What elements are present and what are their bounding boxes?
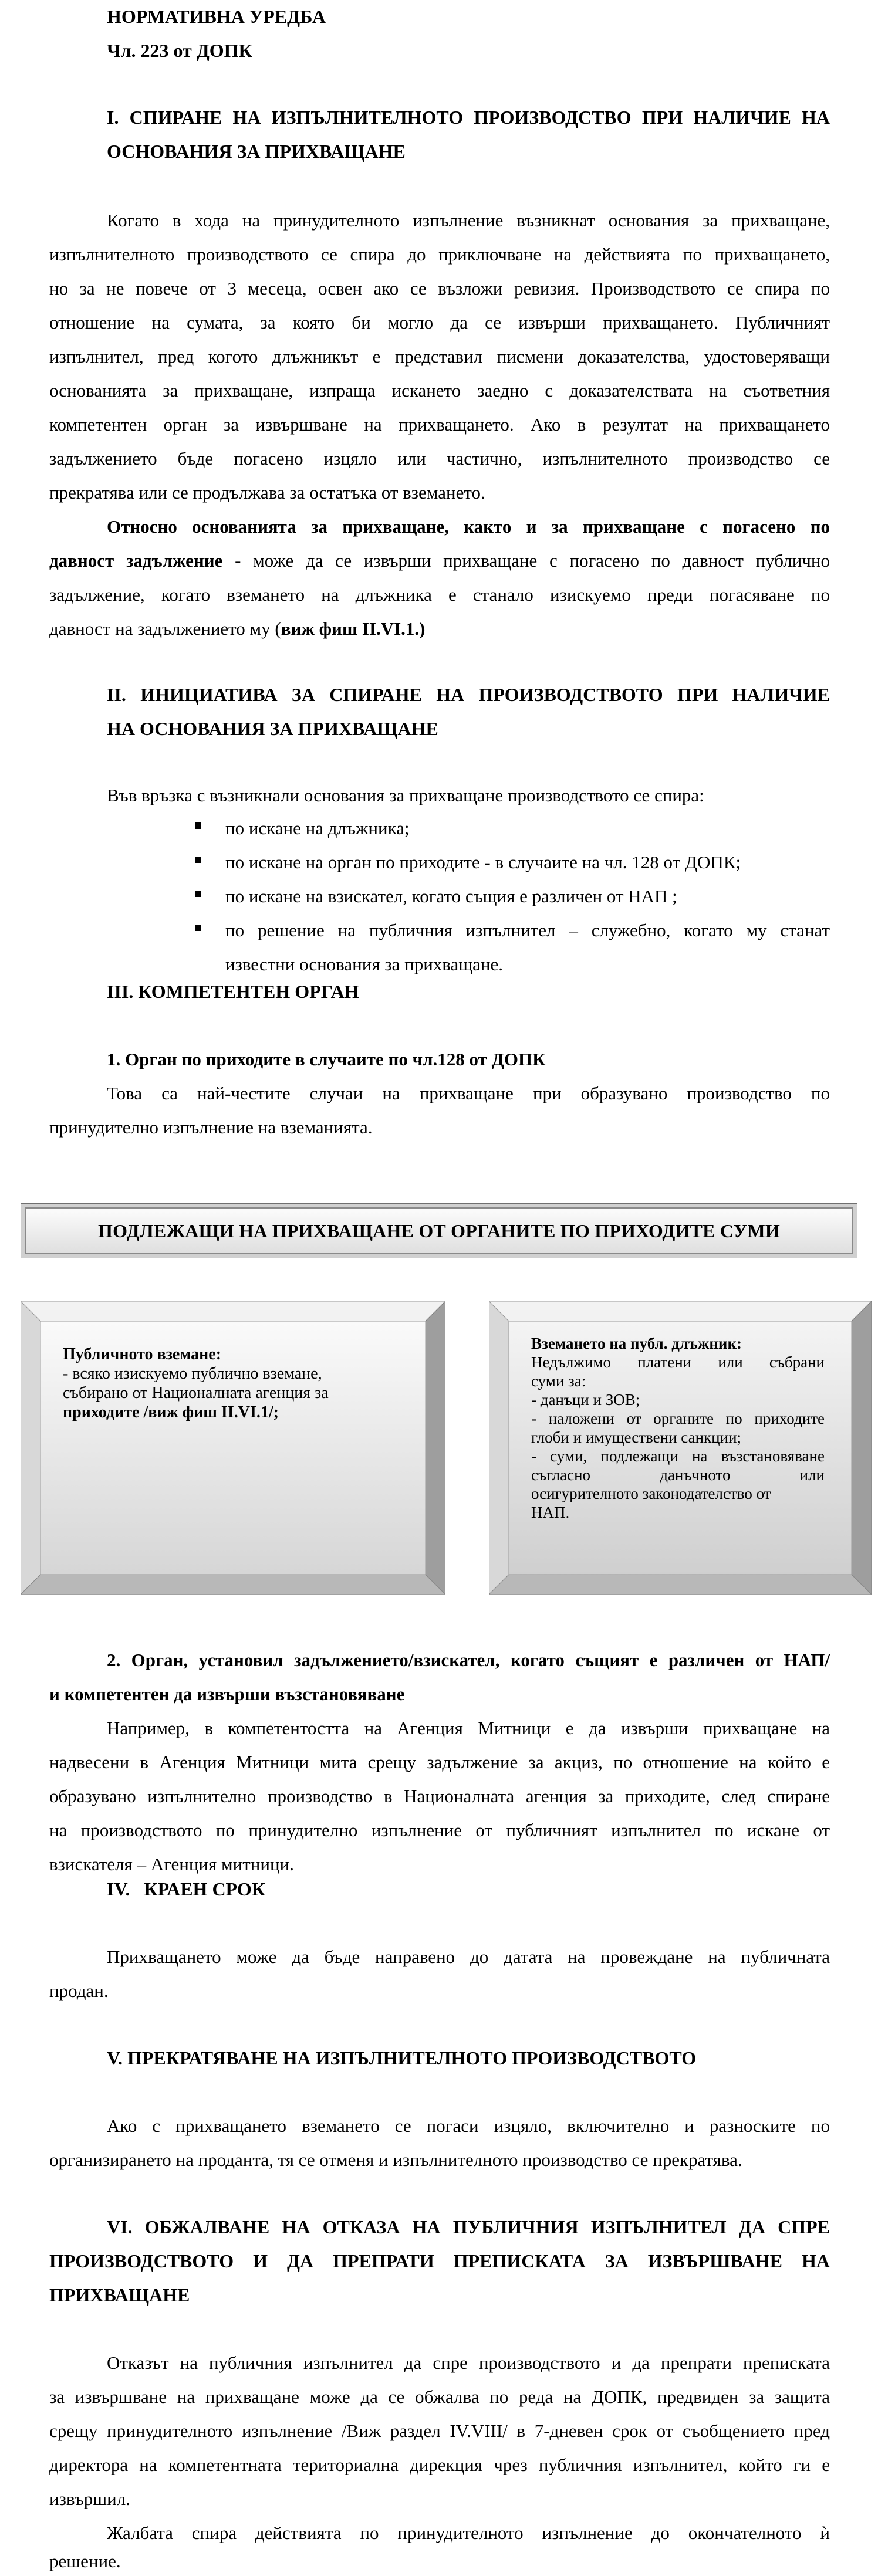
paragraph-line: за извършване на прихващане може да се обжалва по реда на ДОПК, предвиден за защита xyxy=(49,2387,830,2407)
subsection-2-heading-line-1: 2. Орган, установил задължението/взискател, когато същият е различен от НАП/ xyxy=(107,1650,830,1670)
section-1-heading-line-2: ОСНОВАНИЯ ЗА ПРИХВАЩАНЕ xyxy=(107,141,406,162)
paragraph-line: основанията за прихващане, изпраща искането заедно с доказателствата на съответния xyxy=(49,380,830,401)
box-title: Вземането на публ. длъжник: xyxy=(531,1335,742,1352)
bullet-icon xyxy=(195,857,201,863)
box-line: - суми, подлежащи на възстановяване xyxy=(531,1447,825,1465)
box-line: - данъци и ЗОВ; xyxy=(531,1391,640,1409)
paragraph-line: Например, в компетентостта на Агенция Митници е да извърши прихващане на xyxy=(107,1718,830,1738)
paragraph-line: изпълнител, пред когото длъжникът е представил писмени доказателства, удостоверяващи xyxy=(49,346,830,367)
paragraph-line: надвесени в Агенция Митници мита срещу задължение за акциз, по отношение на който е xyxy=(49,1752,830,1772)
box-line: глоби и имуществени санкции; xyxy=(531,1429,742,1446)
box-line: - всяко изискуемо публично вземане, xyxy=(63,1365,322,1383)
list-item-text: по искане на взискател, когато същия е различен от НАП ; xyxy=(225,886,677,906)
paragraph-line: задължение, когато вземането на длъжника е станало изискуемо преди погасяване по xyxy=(49,584,830,605)
article-reference: Чл. 223 от ДОПК xyxy=(107,40,252,61)
paragraph-line: задължението бъде погасено изцяло или частично, изпълнителното производство се xyxy=(49,448,830,469)
section-5-text: Ако с прихващането вземането се погаси изцяло, включително и разноските по xyxy=(107,2115,830,2136)
list-item-text: по решение на публичния изпълнител – служебно, когато му станат xyxy=(225,920,830,940)
section-2-heading-line-2: НА ОСНОВАНИЯ ЗА ПРИХВАЩАНЕ xyxy=(107,718,438,739)
box-line: осигурителното законодателство от xyxy=(531,1485,771,1502)
box-content xyxy=(531,1334,825,1522)
box-title: Публичното вземане: xyxy=(63,1345,222,1363)
text-fragment: давност на задължението му ( xyxy=(49,618,281,639)
section-4-heading: IV. КРАЕН СРОК xyxy=(107,1878,265,1900)
section-6-heading-line-2: ПРОИЗВОДСТВОТО И ДА ПРЕПРАТИ ПРЕПИСКАТА ЗА ИЗВЪРШВАНЕ НА xyxy=(49,2250,830,2272)
paragraph-line: решение. xyxy=(49,2551,121,2571)
bold-fragment: давност задължение - xyxy=(49,550,241,571)
reference-link-text: виж фиш II.VI.1.) xyxy=(281,618,426,639)
paragraph-line: но за не повече от 3 месеца, освен ако се възложи ревизия. Производството се спира по xyxy=(49,278,830,299)
paragraph-line: срещу принудителното изпълнение /Виж раздел IV.VIII/ в 7-дневен срок от съобщението пред xyxy=(49,2421,830,2441)
box-line: Недължимо платени или събрани xyxy=(531,1353,825,1371)
section-2-intro: Във връзка с възникнали основания за прихващане производството се спира: xyxy=(107,785,704,805)
section-4-text: продан. xyxy=(49,1981,109,2001)
paragraph-line: взискателя – Агенция митници. xyxy=(49,1854,294,1874)
page-title: НОРМАТИВНА УРЕДБА xyxy=(107,6,326,27)
section-5-text: организирането на проданта, тя се отменя и изпълнителното производство се прекратява. xyxy=(49,2150,742,2170)
paragraph-line: на производството по принудително изпълнение от публичният изпълнител по искане от xyxy=(49,1820,830,1840)
bullet-icon xyxy=(195,891,201,897)
paragraph-line: Относно основанията за прихващане, както и за прихващане с погасено по xyxy=(107,516,830,537)
section-1-heading-line-1: I. СПИРАНЕ НА ИЗПЪЛНИТЕЛНОТО ПРОИЗВОДСТВО ПРИ НАЛИЧИЕ НА xyxy=(107,107,830,128)
box-line: съгласно данъчното или xyxy=(531,1466,825,1484)
paragraph-line: компетентен орган за извършване на прихващането. Ако в резултат на прихващането xyxy=(49,414,830,435)
section-3-heading: III. КОМПЕТЕНТЕН ОРГАН xyxy=(107,981,359,1002)
subsection-1-text: принудително изпълнение на вземанията. xyxy=(49,1117,373,1138)
section-5-heading: V. ПРЕКРАТЯВАНЕ НА ИЗПЪЛНИТЕЛНОТО ПРОИЗВОДСТВОТО xyxy=(107,2047,697,2069)
paragraph-line: отношение на сумата, за която би могло да се извърши прихващането. Публичният xyxy=(49,312,830,333)
list-item-text: известни основания за прихващане. xyxy=(225,954,504,974)
paragraph-line: извършил. xyxy=(49,2489,130,2509)
box-line: приходите /виж фиш II.VI.1/; xyxy=(63,1403,279,1421)
bullet-icon xyxy=(195,822,201,829)
sums-subject-to-offset-banner xyxy=(21,1203,857,1258)
paragraph-line: образувано изпълнително производство в Националната агенция за приходите, след спиране xyxy=(49,1786,830,1806)
debtor-receivable-box xyxy=(489,1301,872,1595)
paragraph-line: Отказът на публичния изпълнител да спре производството и да препрати преписката xyxy=(107,2352,830,2373)
subsection-2-heading-line-2: и компетентен да извърши възстановяване xyxy=(49,1684,405,1704)
paragraph-line: изпълнителното производството се спира до приключване на действията по прихващането, xyxy=(49,244,830,265)
section-6-heading-line-3: ПРИХВАЩАНЕ xyxy=(49,2284,190,2306)
paragraph-line xyxy=(49,549,830,573)
list-item-text: по искане на орган по приходите - в случаите на чл. 128 от ДОПК; xyxy=(225,852,741,872)
box-line: - наложени от органите по приходите xyxy=(531,1410,825,1427)
banner-title: ПОДЛЕЖАЩИ НА ПРИХВАЩАНЕ ОТ ОРГАНИТЕ ПО ПРИХОДИТЕ СУМИ xyxy=(97,1220,780,1241)
section-6-heading-line-1: VI. ОБЖАЛВАНЕ НА ОТКАЗА НА ПУБЛИЧНИЯ ИЗПЪЛНИТЕЛ ДА СПРЕ xyxy=(107,2216,830,2238)
paragraph-line xyxy=(49,617,425,641)
paragraph-line: Жалбата спира действията по принудителното изпълнение до окончателното ѝ xyxy=(107,2523,830,2543)
box-content xyxy=(63,1345,427,1422)
box-line: НАП. xyxy=(531,1504,570,1521)
bullet-icon xyxy=(195,925,201,931)
section-4-text: Прихващането може да бъде направено до датата на провеждане на публичната xyxy=(107,1947,830,1967)
paragraph-line: прекратява или се продължава за остатъка от вземането. xyxy=(49,482,485,503)
box-line: суми за: xyxy=(531,1372,586,1390)
subsection-1-text: Това са най-честите случаи на прихващане при образувано производство по xyxy=(107,1083,830,1103)
box-line: събирано от Националната агенция за xyxy=(63,1384,329,1402)
text-fragment: може да се извърши прихващане с погасено по давност публично xyxy=(241,550,830,571)
subsection-1-heading: 1. Орган по приходите в случаите по чл.128 от ДОПК xyxy=(107,1049,546,1069)
paragraph-line: Когато в хода на принудителното изпълнение възникнат основания за прихващане, xyxy=(107,210,830,231)
public-receivable-box xyxy=(21,1301,445,1595)
paragraph-line: директора на компетентната териториална дирекция чрез публичния изпълнител, който ги е xyxy=(49,2455,830,2475)
section-2-heading-line-1: II. ИНИЦИАТИВА ЗА СПИРАНЕ НА ПРОИЗВОДСТВОТО ПРИ НАЛИЧИЕ xyxy=(107,684,830,705)
list-item-text: по искане на длъжника; xyxy=(225,818,410,838)
